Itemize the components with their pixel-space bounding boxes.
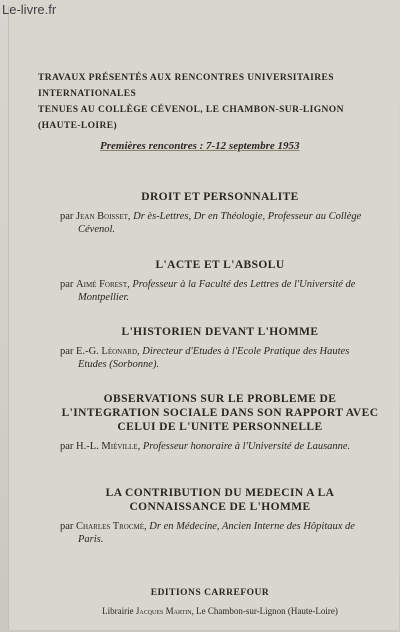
series-heading-line1: TRAVAUX PRÉSENTÉS AUX RENCONTRES UNIVERSITAIRES INTERNATIONALES xyxy=(38,73,334,99)
series-heading-line2: TENUES AU COLLÈGE CÉVENOL, LE CHAMBON-SUR-LIGNON (HAUTE-LOIRE) xyxy=(38,105,344,131)
entry-author-role: Professeur honoraire à l'Université de Lausanne. xyxy=(142,441,351,452)
entry-author-prefix: par xyxy=(60,346,74,357)
publisher-address xyxy=(60,606,380,616)
entry-author-name: Aimé Forest, xyxy=(76,279,130,290)
entry-author-name: E.-G. Léonard, xyxy=(76,346,140,357)
entry-title: OBSERVATIONS SUR LE PROBLEME DE L'INTEGRATION SOCIALE DANS SON RAPPORT AVEC CELUI DE L'UNITE PERSONNELLE xyxy=(61,393,379,433)
entry-author-prefix: par xyxy=(60,279,74,290)
entry-author-prefix: par xyxy=(60,521,74,532)
meeting-dates-text: Premières rencontres : 7-12 septembre 1953 xyxy=(100,140,300,152)
contents-entry xyxy=(60,258,380,304)
entry-author xyxy=(60,278,380,304)
entry-author xyxy=(60,520,380,546)
address-rest: Le Chambon-sur-Lignon (Haute-Loire) xyxy=(196,606,338,616)
entry-author-role: Dr ès-Lettres, Dr en Théologie, Professeur au Collège Cévenol. xyxy=(78,211,362,235)
entry-title: DROIT ET PERSONNALITE xyxy=(141,191,299,203)
entry-author-name: H.-L. Miéville, xyxy=(76,441,141,452)
contents-entry xyxy=(60,486,380,546)
entry-author-role: Directeur d'Etudes à l'Ecole Pratique des Hautes Etudes (Sorbonne). xyxy=(78,346,350,370)
entry-author-prefix: par xyxy=(60,211,74,222)
entry-title: L'ACTE ET L'ABSOLU xyxy=(155,259,285,271)
contents-entry xyxy=(60,392,380,453)
contents-entry xyxy=(60,325,380,371)
entry-author-name: Jean Boisset, xyxy=(76,211,131,222)
entry-author-role: Dr en Médecine, Ancien Interne des Hôpitaux de Paris. xyxy=(78,521,355,545)
entry-author xyxy=(60,210,380,236)
publisher-name: EDITIONS CARREFOUR xyxy=(150,588,270,598)
entry-author-role: Professeur à la Faculté des Lettres de l'Université de Montpellier. xyxy=(78,279,356,303)
entry-author-prefix: par xyxy=(60,441,74,452)
entry-title: LA CONTRIBUTION DU MEDECIN A LA CONNAISSANCE DE L'HOMME xyxy=(105,487,335,513)
address-name: Jacques Martin, xyxy=(135,606,194,616)
series-heading xyxy=(38,70,378,134)
meeting-dates xyxy=(100,140,360,152)
address-prefix: Librairie xyxy=(102,606,134,616)
watermark: Le-livre.fr xyxy=(2,2,57,17)
entry-author xyxy=(60,440,380,453)
entry-author-name: Charles Trocmé, xyxy=(76,521,147,532)
entry-title: L'HISTORIEN DEVANT L'HOMME xyxy=(121,326,319,338)
entry-author xyxy=(60,345,380,371)
contents-entry xyxy=(60,190,380,236)
